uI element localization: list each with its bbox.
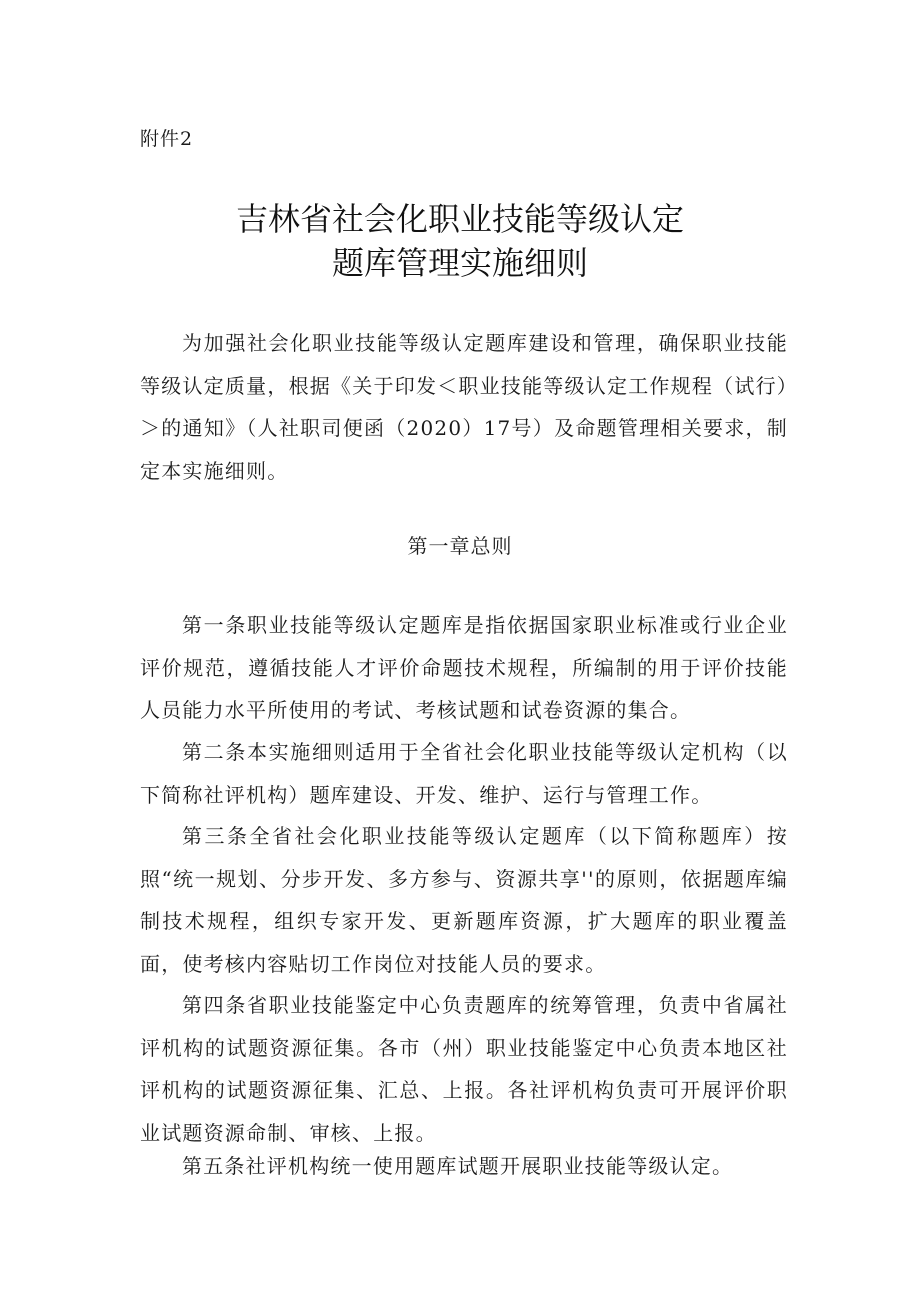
- article-2: 第二条本实施细则适用于全省社会化职业技能等级认定机构（以下简称社评机构）题库建设、开发、维护、运行与管理工作。: [140, 740, 788, 807]
- document-title-line-2: 题库管理实施细则: [331, 244, 588, 282]
- attachment-label: 附件2: [140, 128, 194, 150]
- article-3: 第三条全省社会化职业技能等级认定题库（以下简称题库）按照“统一规划、分步开发、多方参与、资源共享''的原则，依据题库编制技术规程，组织专家开发、更新题库资源，扩大题库的职业覆盖面，使考核内容贴切工作岗位对技能人员的要求。: [140, 824, 788, 976]
- article-1: 第一条职业技能等级认定题库是指依据国家职业标准或行业企业评价规范，遵循技能人才评价命题技术规程，所编制的用于评价技能人员能力水平所使用的考试、考核试题和试卷资源的集合。: [140, 613, 788, 722]
- intro-paragraph: 为加强社会化职业技能等级认定题库建设和管理，确保职业技能等级认定质量，根据《关于印发＜职业技能等级认定工作规程（试行）＞的通知》（人社职司便函（2020）17号）及命题管理相关要求，制定本实施细则。: [140, 331, 788, 483]
- document-title-line-1: 吉林省社会化职业技能等级认定: [235, 200, 684, 238]
- article-5: 第五条社评机构统一使用题库试题开展职业技能等级认定。: [182, 1154, 734, 1178]
- chapter-heading: 第一章总则: [407, 534, 513, 558]
- article-4: 第四条省职业技能鉴定中心负责题库的统筹管理，负责中省属社评机构的试题资源征集。各市（州）职业技能鉴定中心负责本地区社评机构的试题资源征集、汇总、上报。各社评机构负责可开展评价职业试题资源命制、审核、上报。: [140, 993, 788, 1145]
